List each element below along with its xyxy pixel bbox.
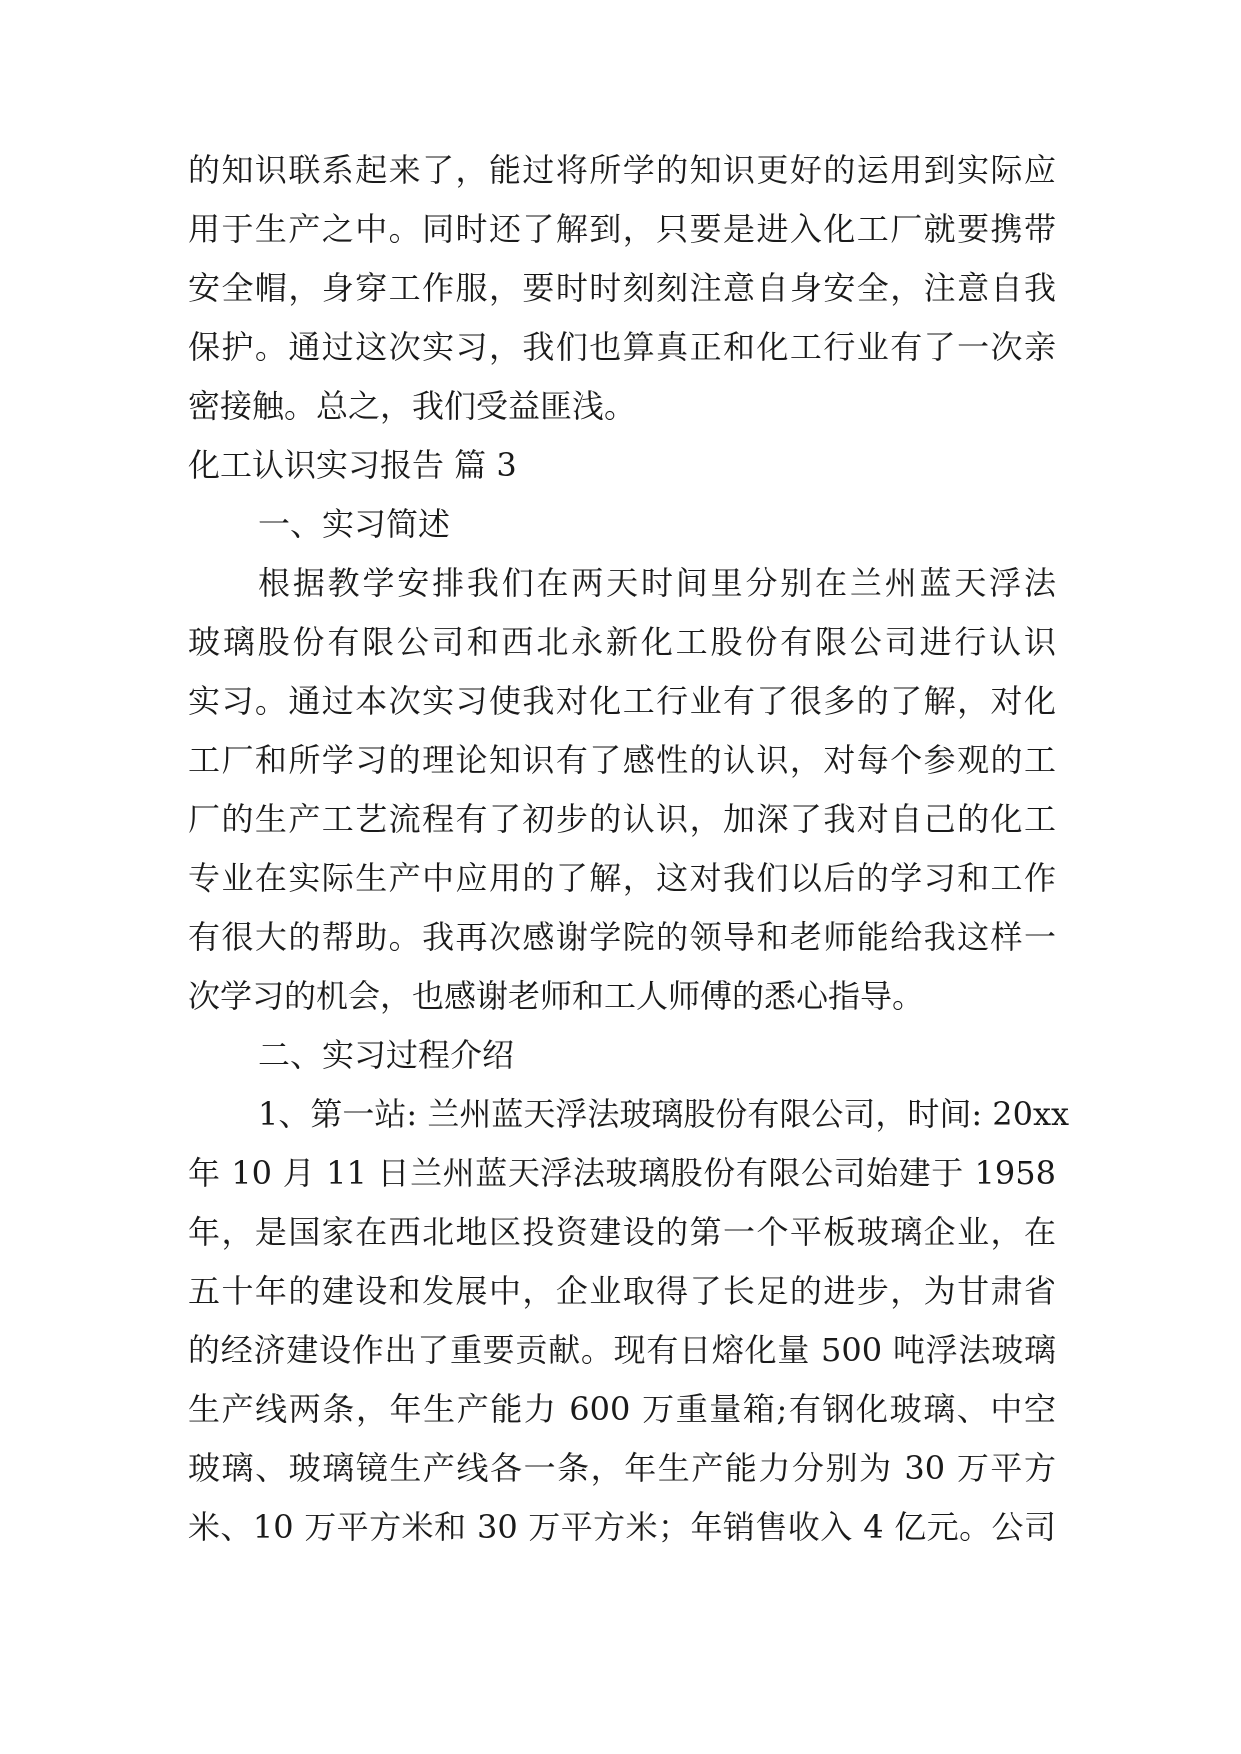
text-line: 1、第一站: 兰州蓝天浮法玻璃股份有限公司，时间: 20xx bbox=[258, 1095, 1070, 1133]
text-line: 保护。通过这次实习，我们也算真正和化工行业有了一次亲 bbox=[188, 328, 1056, 366]
text-line: 米、10 万平方米和 30 万平方米；年销售收入 4 亿元。公司 bbox=[188, 1508, 1056, 1546]
text-line: 专业在实际生产中应用的了解，这对我们以后的学习和工作 bbox=[188, 859, 1056, 897]
text-line: 用于生产之中。同时还了解到，只要是进入化工厂就要携带 bbox=[188, 210, 1056, 248]
text-line: 二、实习过程介绍 bbox=[258, 1036, 515, 1074]
text-line: 安全帽，身穿工作服，要时时刻刻注意自身安全，注意自我 bbox=[188, 269, 1056, 307]
text-line: 根据教学安排我们在两天时间里分别在兰州蓝天浮法 bbox=[258, 564, 1056, 602]
text-line: 次学习的机会，也感谢老师和工人师傅的悉心指导。 bbox=[188, 977, 925, 1015]
text-line: 有很大的帮助。我再次感谢学院的领导和老师能给我这样一 bbox=[188, 918, 1056, 956]
text-line: 一、实习简述 bbox=[258, 505, 451, 543]
text-line: 生产线两条，年生产能力 600 万重量箱;有钢化玻璃、中空 bbox=[188, 1390, 1056, 1428]
document-body bbox=[188, 141, 1070, 1557]
text-line: 的经济建设作出了重要贡献。现有日熔化量 500 吨浮法玻璃 bbox=[188, 1331, 1056, 1369]
text-line: 年 10 月 11 日兰州蓝天浮法玻璃股份有限公司始建于 1958 bbox=[188, 1154, 1056, 1192]
text-line: 玻璃股份有限公司和西北永新化工股份有限公司进行认识 bbox=[188, 623, 1056, 661]
text-line: 的知识联系起来了，能过将所学的知识更好的运用到实际应 bbox=[188, 151, 1056, 189]
text-line: 密接触。总之，我们受益匪浅。 bbox=[188, 387, 637, 425]
text-line: 厂的生产工艺流程有了初步的认识，加深了我对自己的化工 bbox=[188, 800, 1056, 838]
section-heading: 化工认识实习报告 篇 3 bbox=[188, 446, 517, 484]
text-line: 玻璃、玻璃镜生产线各一条，年生产能力分别为 30 万平方 bbox=[188, 1449, 1056, 1487]
text-line: 实习。通过本次实习使我对化工行业有了很多的了解，对化 bbox=[188, 682, 1056, 720]
text-line: 五十年的建设和发展中，企业取得了长足的进步，为甘肃省 bbox=[188, 1272, 1056, 1310]
text-line: 年，是国家在西北地区投资建设的第一个平板玻璃企业，在 bbox=[188, 1213, 1056, 1251]
text-line: 工厂和所学习的理论知识有了感性的认识，对每个参观的工 bbox=[188, 741, 1056, 779]
